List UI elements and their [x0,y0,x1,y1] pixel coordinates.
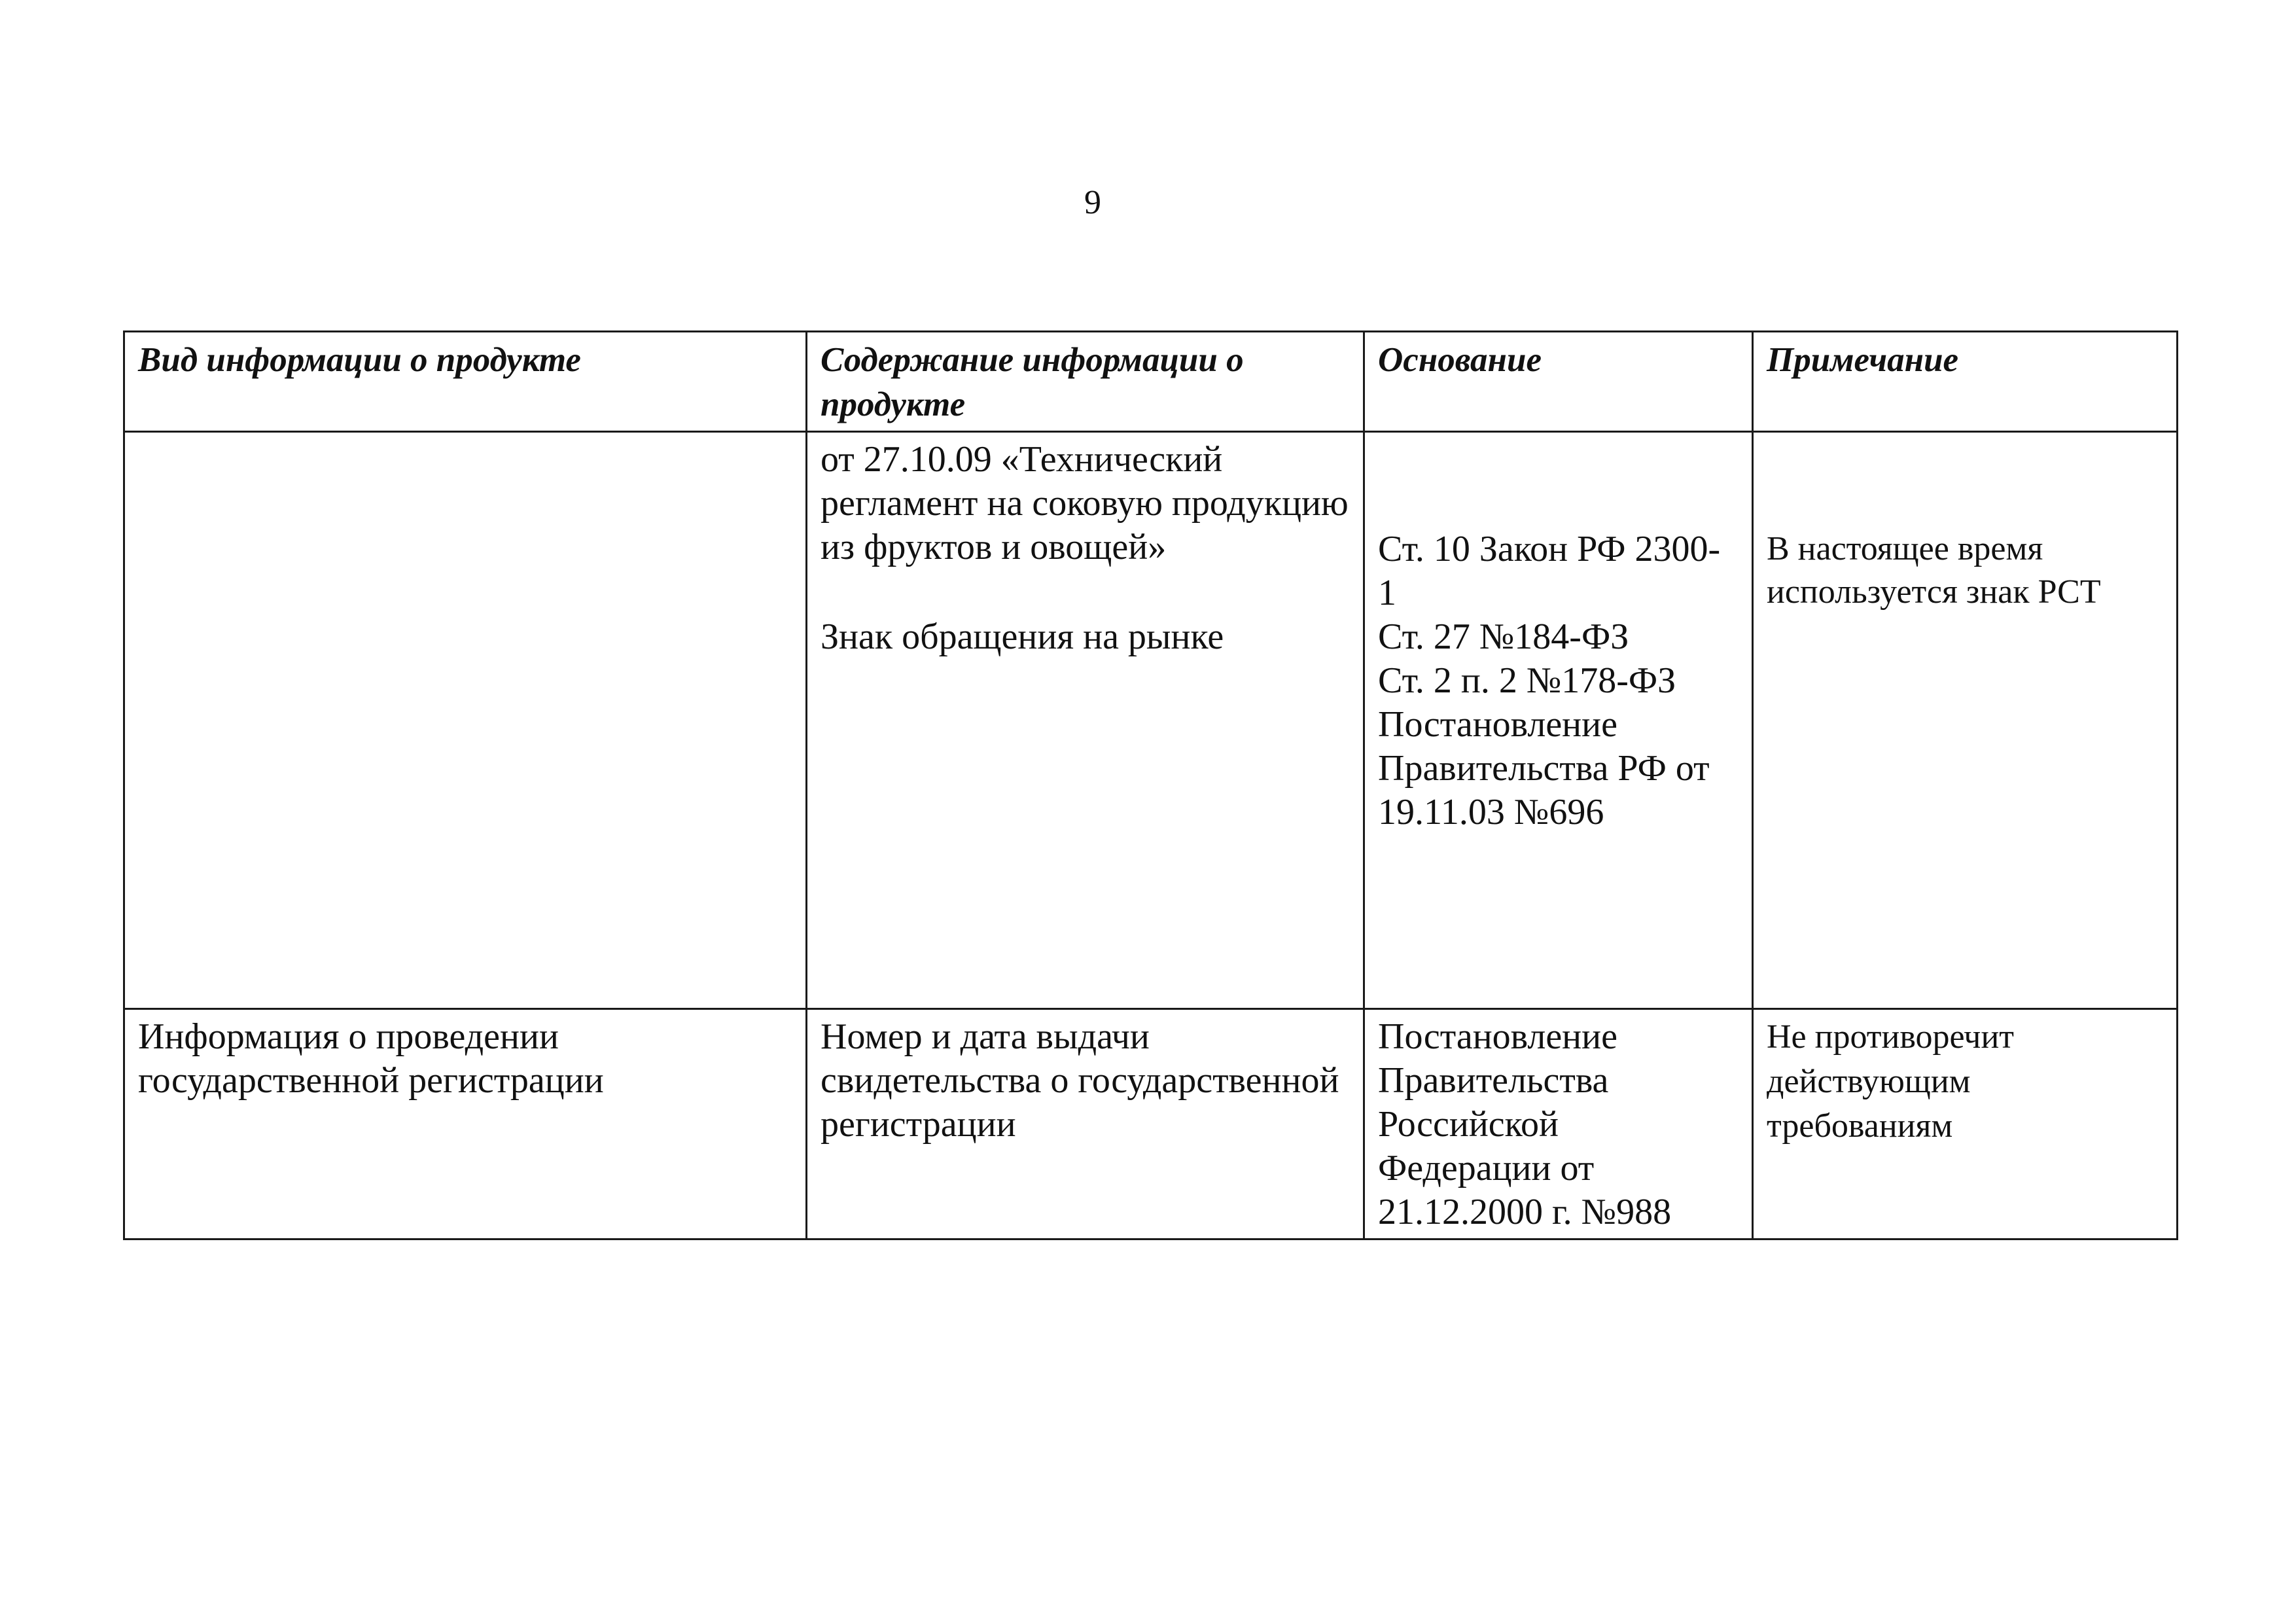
table-header-row [124,332,2178,432]
note-text: Не противоречит действующим требованиям [1767,1018,2015,1145]
regulation-reference-text: от 27.10.09 «Технический регламент на соковую продукцию из фруктов и овощей» [821,439,1349,567]
header-note: Примечание [1753,332,2178,432]
cell-info-content: Номер и дата выдачи свидетельства о государственной регистрации [807,1009,1364,1240]
page-number: 9 [1084,184,1101,221]
cell-info-content [807,432,1364,1009]
table-row [124,1009,2178,1240]
cell-note [1753,1009,2178,1240]
table-row [124,432,2178,1009]
header-basis: Основание [1364,332,1753,432]
cell-basis [1364,432,1753,1009]
cell-basis: Постановление Правительства Российской Федерации от 21.12.2000 г. №988 [1364,1009,1753,1240]
note-text: В настоящее время используется знак РСТ [1767,530,2101,611]
header-info-content: Содержание информации о продукте [807,332,1364,432]
basis-line: Ст. 2 п. 2 №178-ФЗ [1378,660,1676,701]
basis-line: Ст. 27 №184-ФЗ [1378,616,1629,657]
basis-line: Постановление Правительства РФ от 19.11.03 №696 [1378,704,1710,832]
cell-info-type [124,432,807,1009]
basis-line: Ст. 10 Закон РФ 2300-1 [1378,529,1721,613]
cell-note [1753,432,2178,1009]
cell-info-type: Информация о проведении государственной регистрации [124,1009,807,1240]
market-mark-text: Знак обращения на рынке [821,616,1224,657]
header-info-type: Вид информации о продукте [124,332,807,432]
information-table [123,330,2178,1240]
